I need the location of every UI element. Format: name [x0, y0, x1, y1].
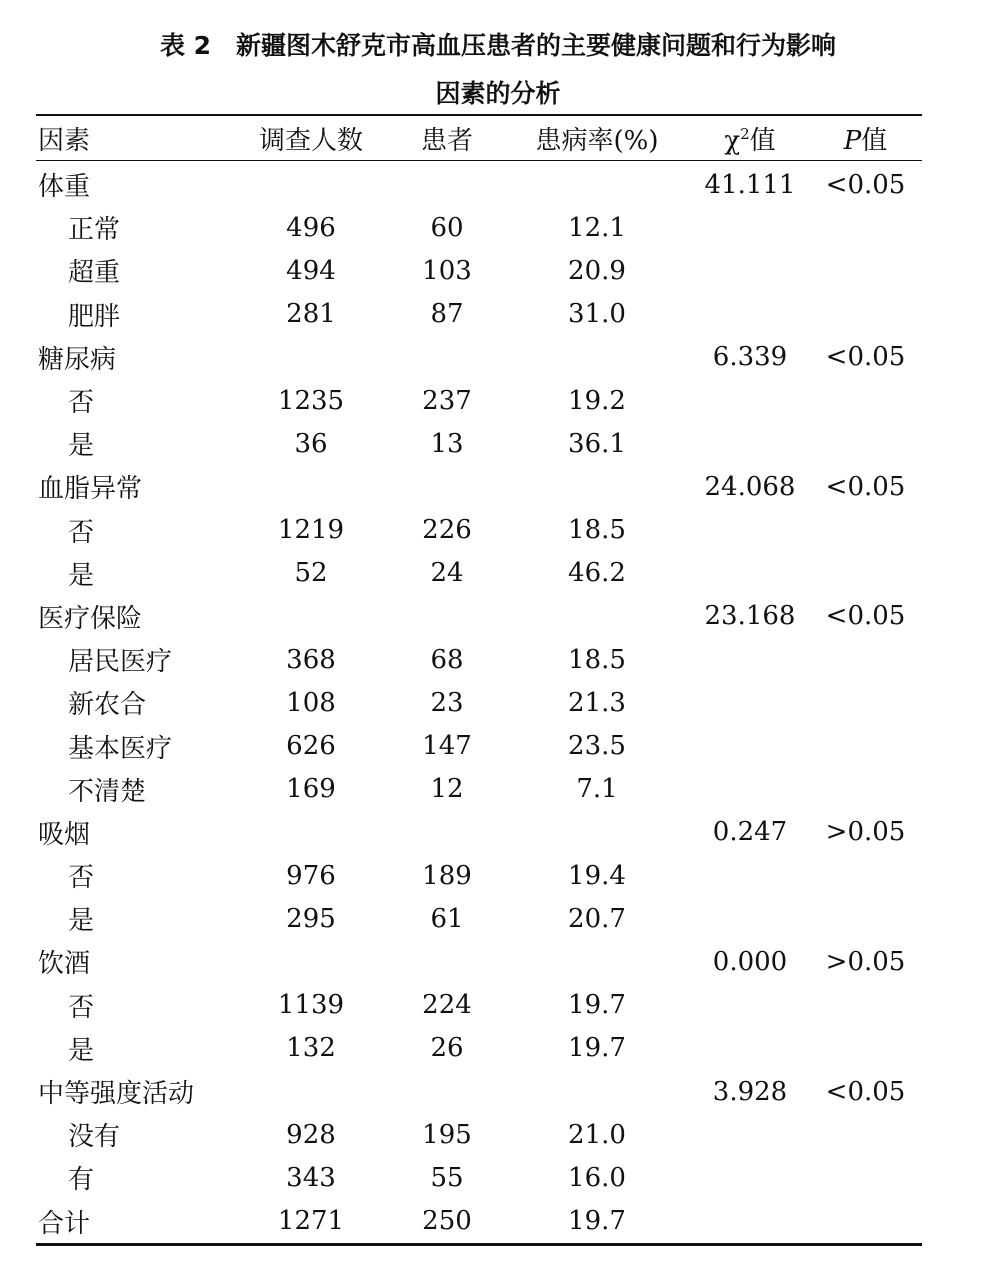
cell-factor: 是 [68, 906, 95, 937]
cell-rate: 16.0 [568, 1162, 626, 1193]
header-rule [36, 160, 922, 161]
cell-factor: 不清楚 [68, 776, 147, 807]
cell-rate: 7.1 [576, 774, 618, 805]
cell-patients: 195 [422, 1119, 472, 1150]
table-row [36, 293, 922, 336]
cell-p-value: <0.05 [825, 169, 906, 200]
cell-surveyed [231, 336, 391, 379]
cell-chi-square: 0.000 [712, 946, 788, 977]
cell-factor: 否 [68, 863, 95, 894]
cell-surveyed [231, 465, 391, 508]
cell-patients: 61 [430, 903, 464, 934]
cell-chi-square [691, 422, 809, 465]
cell-rate: 46.2 [568, 558, 626, 589]
cell-factor: 基本医疗 [68, 733, 173, 764]
cell-rate: 19.7 [568, 990, 626, 1021]
cell-patients: 87 [430, 299, 464, 330]
cell-patients: 26 [430, 1033, 464, 1064]
cell-rate: 21.0 [568, 1119, 626, 1150]
cell-chi-square: 3.928 [712, 1076, 788, 1107]
cell-factor: 否 [68, 388, 95, 419]
cell-chi-square [691, 724, 809, 767]
table-row [36, 1113, 922, 1156]
cell-surveyed: 295 [286, 903, 336, 934]
cell-chi-square [691, 1156, 809, 1199]
cell-surveyed: 626 [286, 731, 336, 762]
cell-factor: 超重 [68, 258, 121, 289]
table-row [36, 552, 922, 595]
cell-p-value: >0.05 [825, 817, 906, 848]
cell-surveyed: 1139 [277, 990, 345, 1021]
p-symbol: P [843, 125, 862, 156]
cell-surveyed: 343 [286, 1162, 336, 1193]
cell-p-value: >0.05 [825, 946, 906, 977]
cell-p-value [809, 897, 922, 940]
table-row [36, 854, 922, 897]
cell-rate: 19.7 [568, 1033, 626, 1064]
cell-surveyed: 496 [286, 212, 336, 243]
cell-rate: 36.1 [568, 428, 626, 459]
header-factor: 因素 [38, 125, 91, 156]
cell-surveyed: 494 [286, 255, 336, 286]
cell-p-value [809, 768, 922, 811]
cell-rate: 21.3 [568, 687, 626, 718]
cell-rate [503, 595, 691, 638]
cell-p-value [809, 1113, 922, 1156]
table-row [36, 724, 922, 767]
table-row [36, 940, 922, 983]
cell-factor: 有 [68, 1165, 95, 1196]
cell-chi-square [691, 1113, 809, 1156]
chi-symbol: χ [724, 125, 741, 156]
cell-patients: 224 [422, 990, 472, 1021]
cell-surveyed: 1219 [277, 515, 345, 546]
table-row [36, 163, 922, 206]
cell-rate [503, 163, 691, 206]
cell-chi-square: 24.068 [704, 471, 796, 502]
header-rate: 患病率(%) [535, 125, 659, 156]
cell-patients [391, 940, 503, 983]
cell-chi-square: 23.168 [704, 601, 796, 632]
cell-patients [391, 336, 503, 379]
chi-suffix: 值 [749, 125, 776, 156]
cell-p-value [809, 293, 922, 336]
cell-patients [391, 465, 503, 508]
cell-surveyed: 108 [286, 687, 336, 718]
cell-patients: 24 [430, 558, 464, 589]
cell-p-value [809, 1200, 922, 1243]
cell-factor: 否 [68, 517, 95, 548]
cell-p-value [809, 984, 922, 1027]
cell-p-value [809, 724, 922, 767]
table-row [36, 1200, 922, 1243]
cell-chi-square [691, 379, 809, 422]
table-row [36, 1027, 922, 1070]
cell-factor: 是 [68, 431, 95, 462]
header-patients: 患者 [420, 125, 473, 156]
cell-factor: 医疗保险 [38, 603, 143, 634]
cell-patients: 147 [422, 731, 472, 762]
cell-rate: 31.0 [568, 299, 626, 330]
cell-patients [391, 595, 503, 638]
table-row [36, 1156, 922, 1199]
cell-p-value: <0.05 [825, 471, 906, 502]
cell-rate [503, 336, 691, 379]
cell-rate: 20.7 [568, 903, 626, 934]
cell-rate: 23.5 [568, 731, 626, 762]
table-header [36, 116, 922, 160]
cell-factor: 是 [68, 1035, 95, 1066]
cell-factor: 新农合 [68, 690, 147, 721]
cell-rate: 19.4 [568, 860, 626, 891]
bottom-rule [36, 1243, 922, 1246]
cell-rate [503, 940, 691, 983]
cell-factor: 血脂异常 [38, 474, 143, 505]
table-row [36, 595, 922, 638]
cell-chi-square [691, 638, 809, 681]
cell-p-value [809, 1027, 922, 1070]
cell-chi-square [691, 293, 809, 336]
cell-chi-square [691, 1200, 809, 1243]
cell-patients: 250 [422, 1206, 472, 1237]
cell-chi-square [691, 509, 809, 552]
table-row [36, 465, 922, 508]
cell-chi-square [691, 249, 809, 292]
cell-rate [503, 1070, 691, 1113]
cell-patients: 13 [430, 428, 464, 459]
cell-surveyed: 1271 [277, 1206, 345, 1237]
cell-surveyed [231, 163, 391, 206]
cell-surveyed: 976 [286, 860, 336, 891]
cell-surveyed: 281 [286, 299, 336, 330]
cell-p-value [809, 552, 922, 595]
cell-p-value [809, 422, 922, 465]
cell-patients: 12 [430, 774, 464, 805]
cell-factor: 饮酒 [38, 949, 91, 980]
cell-surveyed [231, 1070, 391, 1113]
cell-rate: 19.2 [568, 385, 626, 416]
cell-chi-square [691, 1027, 809, 1070]
table-title-line2: 因素的分析 [435, 79, 561, 108]
table-row [36, 811, 922, 854]
cell-patients: 68 [430, 644, 464, 675]
header-surveyed: 调查人数 [258, 125, 363, 156]
cell-p-value [809, 1156, 922, 1199]
cell-rate [503, 811, 691, 854]
cell-patients: 237 [422, 385, 472, 416]
table-row [36, 379, 922, 422]
cell-chi-square: 6.339 [712, 342, 788, 373]
table-row [36, 422, 922, 465]
cell-factor: 合计 [38, 1208, 91, 1239]
cell-patients: 60 [430, 212, 464, 243]
cell-factor: 没有 [68, 1122, 121, 1153]
cell-rate: 18.5 [568, 515, 626, 546]
cell-factor: 体重 [38, 172, 91, 203]
cell-patients: 189 [422, 860, 472, 891]
cell-patients [391, 1070, 503, 1113]
cell-chi-square [691, 768, 809, 811]
cell-factor: 是 [68, 560, 95, 591]
cell-patients: 23 [430, 687, 464, 718]
cell-p-value: <0.05 [825, 1076, 906, 1107]
cell-patients [391, 163, 503, 206]
table-row [36, 206, 922, 249]
cell-factor: 肥胖 [68, 301, 121, 332]
cell-surveyed: 1235 [277, 385, 345, 416]
cell-rate: 18.5 [568, 644, 626, 675]
cell-factor: 正常 [68, 215, 121, 246]
cell-surveyed [231, 595, 391, 638]
cell-chi-square [691, 552, 809, 595]
p-suffix: 值 [861, 125, 888, 156]
cell-chi-square [691, 897, 809, 940]
cell-surveyed: 368 [286, 644, 336, 675]
cell-chi-square [691, 854, 809, 897]
chi-superscript: 2 [740, 124, 750, 143]
table-title-line1: 表 2 新疆图木舒克市高血压患者的主要健康问题和行为影响 [159, 31, 837, 60]
table-row [36, 1070, 922, 1113]
cell-surveyed: 928 [286, 1119, 336, 1150]
cell-patients: 103 [422, 255, 472, 286]
cell-factor: 吸烟 [38, 819, 91, 850]
cell-patients: 55 [430, 1162, 464, 1193]
header-chi-square [691, 116, 809, 160]
cell-p-value [809, 249, 922, 292]
cell-surveyed: 36 [294, 428, 328, 459]
cell-surveyed: 132 [286, 1033, 336, 1064]
cell-chi-square [691, 206, 809, 249]
cell-p-value [809, 854, 922, 897]
cell-factor: 糖尿病 [38, 344, 117, 375]
header-p-value [809, 116, 922, 160]
cell-factor: 居民医疗 [68, 647, 173, 678]
cell-factor: 否 [68, 992, 95, 1023]
cell-rate: 20.9 [568, 255, 626, 286]
cell-surveyed [231, 811, 391, 854]
table-row [36, 638, 922, 681]
cell-patients [391, 811, 503, 854]
cell-p-value [809, 509, 922, 552]
table-row [36, 897, 922, 940]
table-row [36, 336, 922, 379]
cell-p-value [809, 681, 922, 724]
table-row [36, 768, 922, 811]
cell-p-value [809, 379, 922, 422]
cell-p-value: <0.05 [825, 342, 906, 373]
cell-factor: 中等强度活动 [38, 1079, 195, 1110]
cell-p-value: <0.05 [825, 601, 906, 632]
table-row [36, 984, 922, 1027]
cell-surveyed: 169 [286, 774, 336, 805]
cell-rate: 19.7 [568, 1206, 626, 1237]
cell-patients: 226 [422, 515, 472, 546]
cell-rate [503, 465, 691, 508]
table-row [36, 681, 922, 724]
cell-p-value [809, 638, 922, 681]
cell-surveyed: 52 [294, 558, 328, 589]
cell-chi-square: 41.111 [704, 169, 796, 200]
cell-chi-square [691, 681, 809, 724]
cell-rate: 12.1 [568, 212, 626, 243]
header-row [36, 116, 922, 160]
cell-surveyed [231, 940, 391, 983]
cell-p-value [809, 206, 922, 249]
cell-chi-square: 0.247 [712, 817, 788, 848]
table-row [36, 249, 922, 292]
table-body [36, 163, 922, 1243]
cell-chi-square [691, 984, 809, 1027]
table-row [36, 509, 922, 552]
